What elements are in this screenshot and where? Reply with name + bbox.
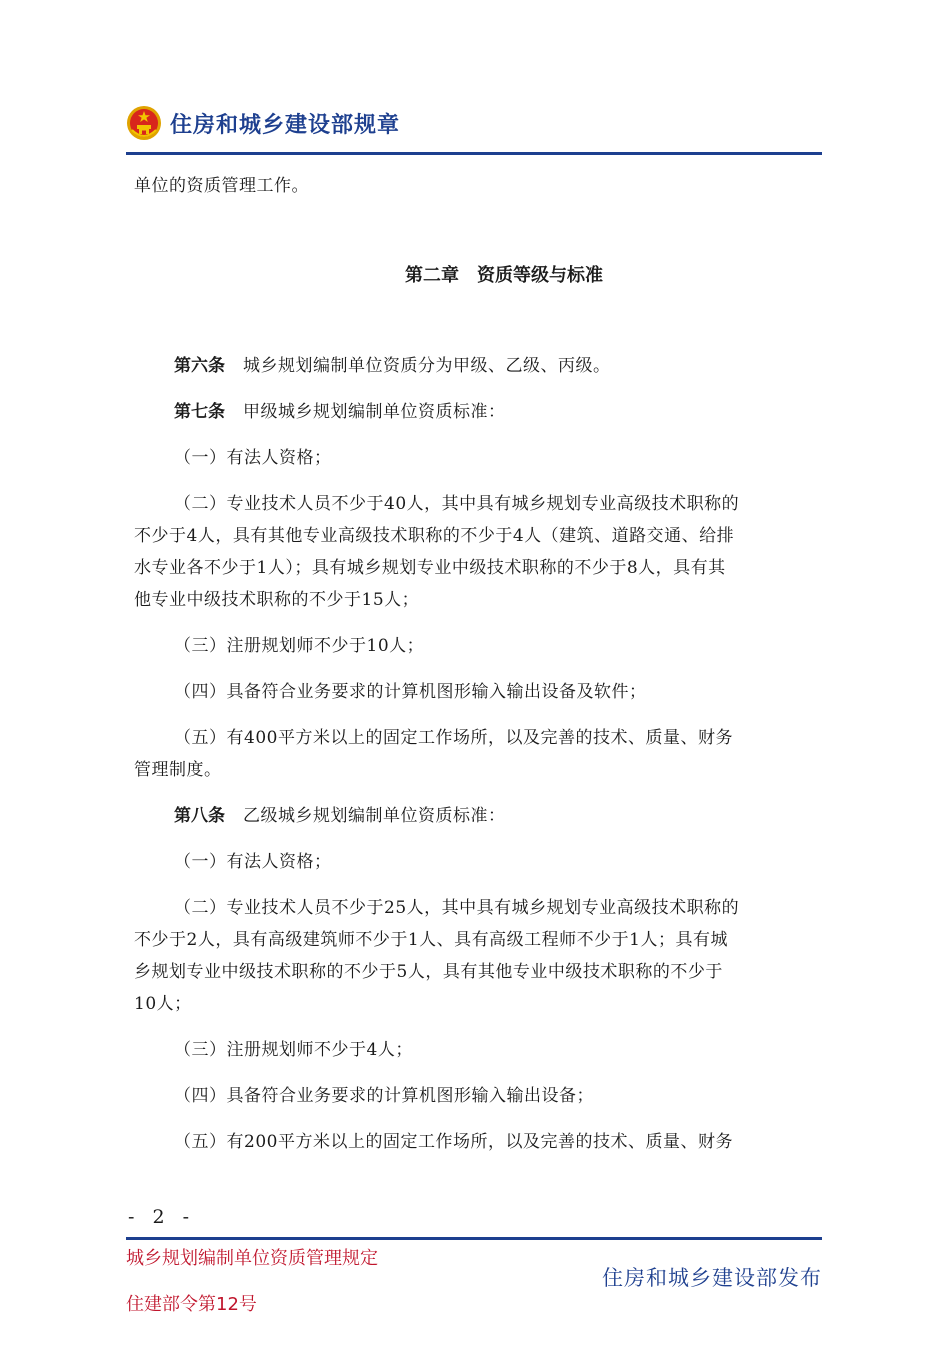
paragraph-line: 乡规划专业中级技术职称的不少于5人，具有其他专业中级技术职称的不少于 [134, 962, 723, 982]
paragraph-line: 水专业各不少于1人）；具有城乡规划专业中级技术职称的不少于8人，具有其 [134, 558, 726, 578]
article-text: 甲级城乡规划编制单位资质标准： [243, 402, 506, 422]
article-text: 城乡规划编制单位资质分为甲级、乙级、丙级。 [243, 356, 611, 376]
chapter-title: 第二章 资质等级与标准 [405, 265, 603, 286]
paragraph-line: 单位的资质管理工作。 [134, 176, 309, 196]
national-emblem-icon [126, 104, 162, 142]
header-title: 住房和城乡建设部规章 [170, 113, 401, 138]
paragraph-line: 10人； [134, 994, 192, 1014]
article-6 [134, 350, 818, 382]
article-8 [134, 800, 818, 832]
list-item: （二）专业技术人员不少于40人，其中具有城乡规划专业高级技术职称的 [174, 494, 740, 514]
list-item: （五）有400平方米以上的固定工作场所，以及完善的技术、质量、财务 [174, 728, 733, 748]
article-label: 第七条 [174, 402, 225, 422]
paragraph-line: 管理制度。 [134, 760, 222, 780]
document-body [134, 170, 818, 1158]
page-number: - 2 - [128, 1206, 196, 1228]
list-item: （一）有法人资格； [174, 448, 332, 468]
article-7 [134, 396, 818, 428]
footer-doc-number: 住建部令第12号 [126, 1294, 257, 1315]
footer-publisher: 住房和城乡建设部发布 [602, 1266, 822, 1290]
paragraph-line: 不少于2人，具有高级建筑师不少于1人、具有高级工程师不少于1人；具有城 [134, 930, 728, 950]
paragraph-line: 他专业中级技术职称的不少于15人； [134, 590, 420, 610]
header-divider [126, 152, 822, 155]
footer-divider [126, 1237, 822, 1240]
list-item: （二）专业技术人员不少于25人，其中具有城乡规划专业高级技术职称的 [174, 898, 740, 918]
list-item: （四）具备符合业务要求的计算机图形输入输出设备及软件； [174, 682, 647, 702]
list-item: （三）注册规划师不少于4人； [174, 1040, 413, 1060]
list-item: （一）有法人资格； [174, 852, 332, 872]
list-item: （五）有200平方米以上的固定工作场所，以及完善的技术、质量、财务 [174, 1132, 733, 1152]
article-label: 第六条 [174, 356, 225, 376]
list-item: （四）具备符合业务要求的计算机图形输入输出设备； [174, 1086, 594, 1106]
page-header [126, 100, 822, 146]
article-label: 第八条 [174, 806, 225, 826]
paragraph-line: 不少于4人，具有其他专业高级技术职称的不少于4人（建筑、道路交通、给排 [134, 526, 735, 546]
list-item: （三）注册规划师不少于10人； [174, 636, 425, 656]
footer-doc-title: 城乡规划编制单位资质管理规定 [126, 1248, 378, 1269]
article-text: 乙级城乡规划编制单位资质标准： [243, 806, 506, 826]
